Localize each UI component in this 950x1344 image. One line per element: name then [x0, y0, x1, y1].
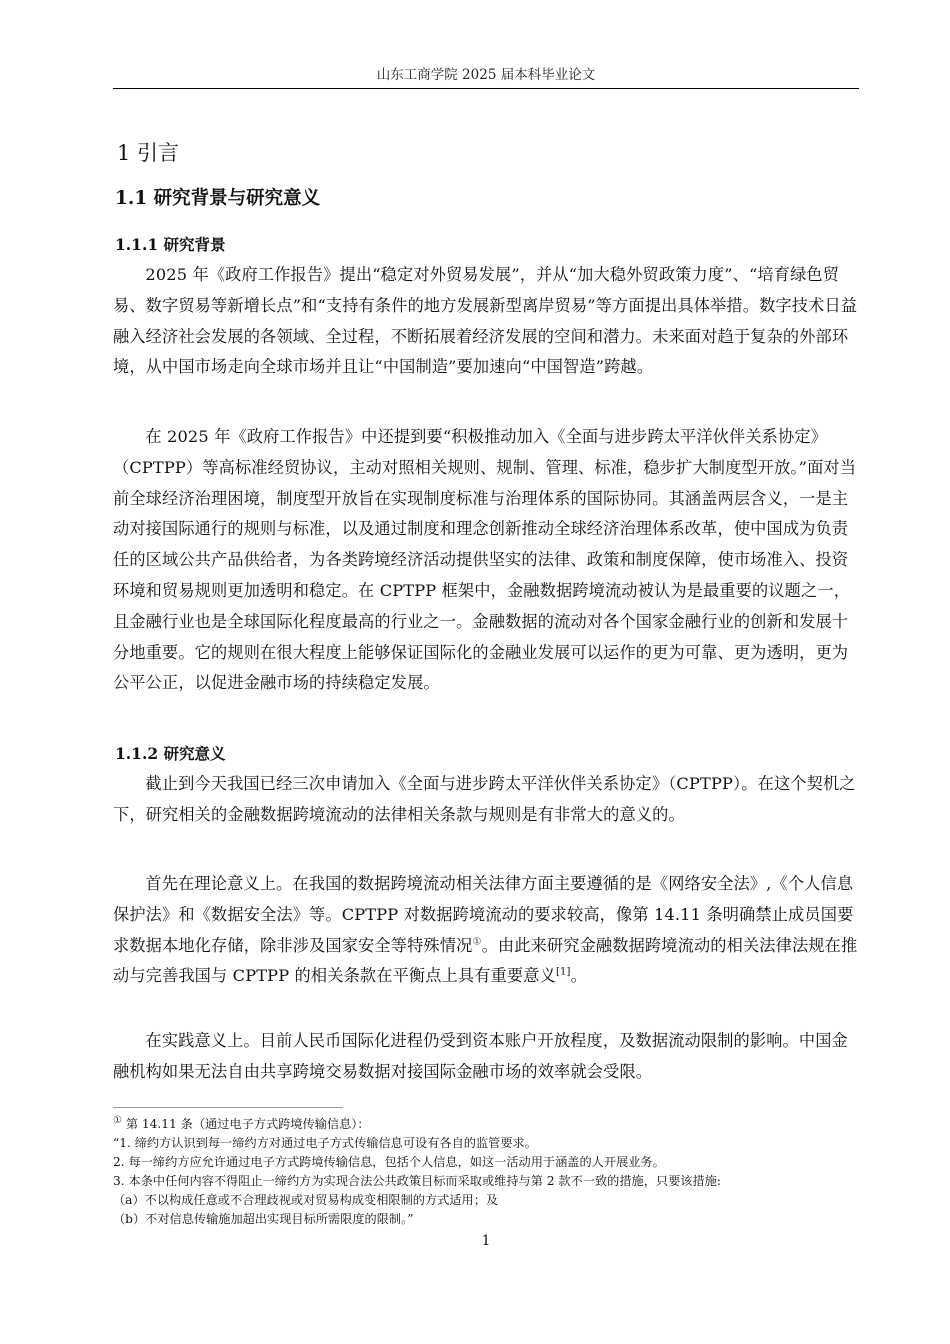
paragraph-background-1: 2025 年《政府工作报告》提出“稳定对外贸易发展”，并从“加大稳外贸政策力度”、“培育绿色贸易、数字贸易等新增长点”和“支持有条件的地方发展新型离岸贸易”等方面提出具体举措。数字技术日益融入经济社会发展的各领域、全过程，不断拓展着经济发展的空间和潜力。未来面对趋于复杂的外部环境，从中国市场走向全球市场并且让“中国制造”要加速向“中国智造”跨越。	[113, 265, 858, 377]
running-header: 山东工商学院 2025 届本科毕业论文	[376, 67, 596, 83]
subsection-title-significance: 1.1.2 研究意义	[115, 744, 226, 763]
footnote-reference[interactable]: ①	[472, 936, 482, 948]
paragraph-significance-1: 截止到今天我国已经三次申请加入《全面与进步跨太平洋伙伴关系协定》（CPTPP）。在这个契机之下，研究相关的金融数据跨境流动的法律相关条款与规则是有非常大的意义的。	[113, 774, 856, 824]
footnote-line: （b）不对信息传输施加超出实现目标所需限度的限制。”	[113, 1212, 414, 1226]
page-number: 1	[481, 1233, 491, 1249]
subsection-title-background: 1.1.1 研究背景	[115, 235, 226, 254]
footnote-mark: ①	[113, 1114, 122, 1126]
footnote-line: 2. 每一缔约方应允许通过电子方式跨境传输信息，包括个人信息，如这一活动用于涵盖的人开展业务。	[113, 1155, 665, 1169]
section-title: 1.1 研究背景与研究意义	[115, 188, 321, 209]
chapter-title: 1 引言	[117, 141, 180, 165]
footnote-line: 3. 本条中任何内容不得阻止一缔约方为实现合法公共政策目标而采取或维持与第 2 款不一致的措施，只要该措施:	[113, 1174, 721, 1188]
footnote-heading	[113, 1115, 859, 1134]
footnote-heading-text: 第 14.11 条（通过电子方式跨境传输信息）：	[121, 1117, 370, 1131]
header-divider	[113, 88, 859, 89]
paragraph-text: 。由此来研究金融数据跨境流动的相关法律法规在推动与完善我国与 CPTPP 的相关条款在平衡点上具有重要意义	[113, 935, 858, 986]
citation-reference[interactable]: [1]	[555, 967, 571, 978]
footnote-block	[113, 1115, 859, 1229]
footnote-line: “1. 缔约方认识到每一缔约方对通过电子方式传输信息可设有各自的监管要求。	[113, 1136, 537, 1150]
footnote-line: （a）不以构成任意或不合理歧视或对贸易构成变相限制的方式适用；及	[113, 1193, 499, 1207]
paragraph-significance-2	[113, 869, 863, 992]
paragraph-background-2: 在 2025 年《政府工作报告》中还提到要“积极推动加入《全面与进步跨太平洋伙伴关系协定》（CPTPP）等高标准经贸协议，主动对照相关规则、规制、管理、标准，稳步扩大制度型开放。”面对当前全球经济治理困境，制度型开放旨在实现制度标准与治理体系的国际协同。其涵盖两层含义，一是主动对接国际通行的规则与标准，以及通过制度和理念创新推动全球经济治理体系改革，使中国成为负责任的区域公共产品供给者，为各类跨境经济活动提供坚实的法律、政策和制度保障，使市场准入、投资环境和贸易规则更加透明和稳定。在 CPTPP 框架中，金融数据跨境流动被认为是最重要的议题之一，且金融行业也是全球国际化程度最高的行业之一。金融数据的流动对各个国家金融行业的创新和发展十分地重要。它的规则在很大程度上能够保证国际化的金融业发展可以运作的更为可靠、更为透明，更为公平公正，以促进金融市场的持续稳定发展。	[113, 427, 857, 693]
paragraph-text: 。	[570, 966, 587, 986]
footnote-divider	[113, 1107, 343, 1108]
paragraph-significance-3: 在实践意义上。目前人民币国际化进程仍受到资本账户开放程度，及数据流动限制的影响。中国金融机构如果无法自由共享跨境交易数据对接国际金融市场的效率就会受限。	[113, 1031, 848, 1081]
paper-page	[113, 0, 859, 1344]
paragraph-text: 首先在理论意义上。在我国的数据跨境流动相关法律方面主要遵循的是《网络安全法》,《个人信息保护法》和《数据安全法》等。CPTPP 对数据跨境流动的要求较高，像第 14.11 条明确禁止成员国要求数据本地化存储，除非涉及国家安全等特殊情况	[113, 874, 854, 955]
